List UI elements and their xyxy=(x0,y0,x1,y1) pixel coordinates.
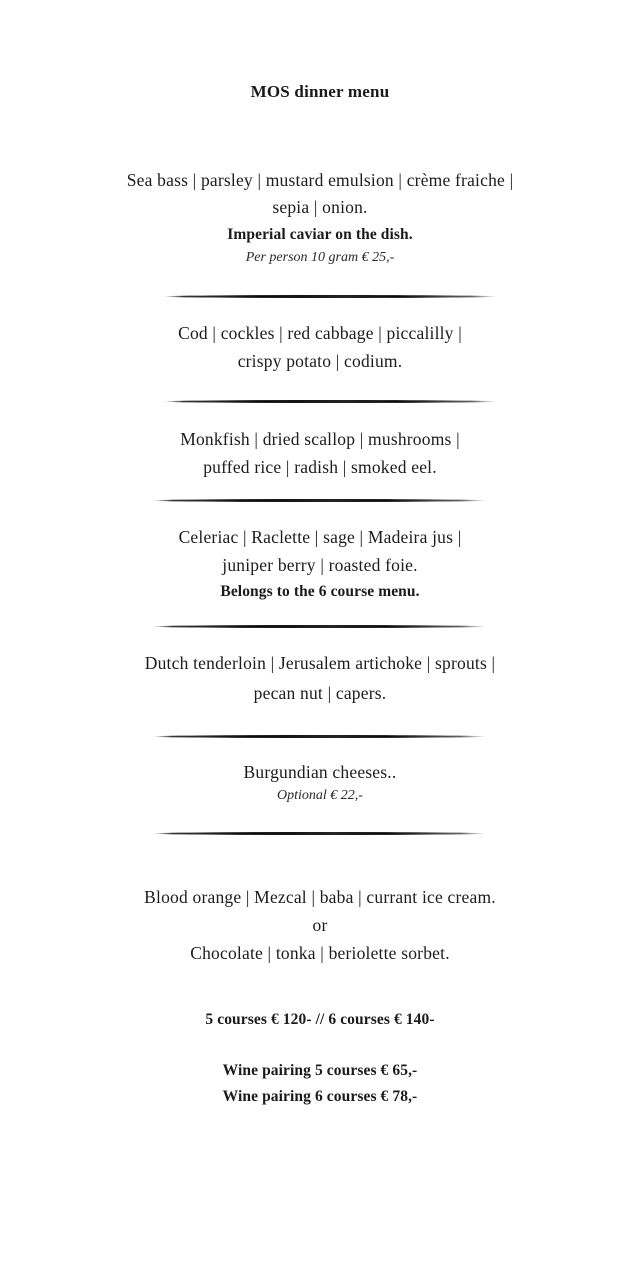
course-5-line-1: Dutch tenderloin | Jerusalem artichoke | sprouts | xyxy=(144,653,496,673)
divider xyxy=(152,499,487,502)
wine-pairing-6: Wine pairing 6 courses € 78,- xyxy=(222,1088,418,1105)
course-1-line-2: sepia | onion. xyxy=(272,197,368,217)
wine-pairing-5: Wine pairing 5 courses € 65,- xyxy=(222,1062,418,1079)
divider xyxy=(163,400,498,403)
course-1-line-1: Sea bass | parsley | mustard emulsion | crème fraiche | xyxy=(126,170,514,190)
divider xyxy=(152,735,487,738)
course-6-line-1: Burgundian cheeses.. xyxy=(243,762,397,782)
course-7-line-1: Blood orange | Mezcal | baba | currant ice cream. xyxy=(144,887,496,907)
course-pricing: 5 courses € 120- // 6 courses € 140- xyxy=(205,1011,435,1028)
divider xyxy=(152,625,487,628)
course-1-note: Imperial caviar on the dish. xyxy=(227,226,413,243)
course-3-line-1: Monkfish | dried scallop | mushrooms | xyxy=(180,429,460,449)
course-2-line-1: Cod | cockles | red cabbage | piccalilly | xyxy=(178,323,462,343)
course-4-line-2: juniper berry | roasted foie. xyxy=(222,555,418,575)
divider xyxy=(152,832,487,835)
course-2-line-2: crispy potato | codium. xyxy=(237,351,403,371)
menu-title: MOS dinner menu xyxy=(250,82,390,101)
course-3-line-2: puffed rice | radish | smoked eel. xyxy=(203,457,437,477)
divider xyxy=(163,295,498,298)
course-4-line-1: Celeriac | Raclette | sage | Madeira jus | xyxy=(178,527,462,547)
course-7-line-or: or xyxy=(312,915,328,935)
course-5-line-2: pecan nut | capers. xyxy=(253,683,387,703)
course-4-note: Belongs to the 6 course menu. xyxy=(220,583,420,600)
course-7-line-2: Chocolate | tonka | beriolette sorbet. xyxy=(190,943,450,963)
course-6-price-note: Optional € 22,- xyxy=(277,788,363,803)
course-1-price-note: Per person 10 gram € 25,- xyxy=(245,250,395,265)
